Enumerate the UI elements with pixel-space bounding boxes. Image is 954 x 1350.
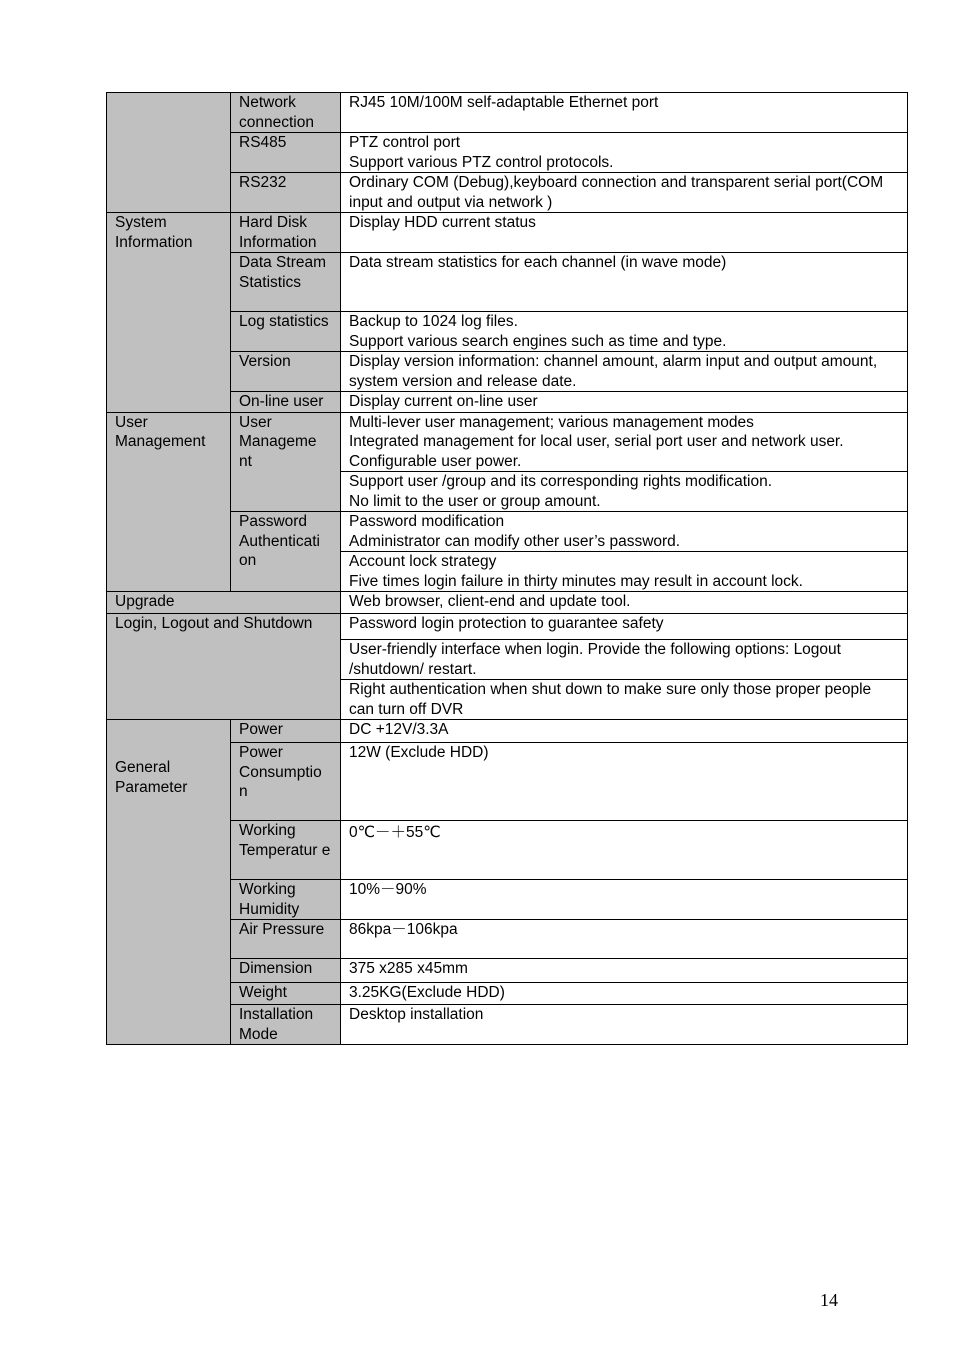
table-row: [107, 592, 908, 614]
desc-data-stream-statistics: Data stream statistics for each channel (in wave mode): [341, 253, 908, 312]
label-working-temperature: Working Temperatur e: [231, 821, 341, 880]
desc-user-management-1: [341, 412, 908, 472]
desc-login-2: User-friendly interface when login. Provide the following options: Logout /shutdown/ restart.: [341, 640, 908, 680]
desc-line: Account lock strategy: [349, 553, 497, 570]
label-power: Power: [231, 720, 341, 743]
desc-line: Configurable user power.: [349, 452, 522, 470]
desc-network-connection: RJ45 10M/100M self-adaptable Ethernet port: [341, 93, 908, 133]
desc-dimension: 375 x285 x45mm: [341, 959, 908, 983]
desc-line: No limit to the user or group amount.: [349, 492, 601, 510]
desc-user-management-2: [341, 472, 908, 512]
desc-on-line-user: Display current on-line user: [341, 392, 908, 413]
desc-password-authentication-1: [341, 512, 908, 552]
label-working-humidity: Working Humidity: [231, 880, 341, 920]
label-installation-mode: Installation Mode: [231, 1005, 341, 1045]
desc-login-1: Password login protection to guarantee safety: [341, 614, 908, 640]
desc-line: Support various PTZ control protocols.: [349, 153, 614, 171]
desc-line: Integrated management for local user, serial port user and network user.: [349, 433, 844, 450]
desc-log-statistics: [341, 312, 908, 352]
desc-upgrade: Web browser, client-end and update tool.: [341, 592, 908, 614]
label-rs232: RS232: [231, 173, 341, 213]
desc-working-temperature: 0℃－＋55℃: [341, 821, 908, 880]
category-general-parameter: [107, 720, 231, 1045]
label-weight: Weight: [231, 983, 341, 1005]
label-password-authentication: Password Authenticati on: [231, 512, 341, 592]
category-general-parameter-text: General Parameter: [115, 759, 188, 796]
label-version: Version: [231, 352, 341, 392]
page-number: 14: [820, 1290, 838, 1310]
table-row: [107, 412, 908, 472]
desc-line: PTZ control port: [349, 134, 461, 151]
desc-password-authentication-2: [341, 552, 908, 592]
table-row: [107, 93, 908, 133]
desc-air-pressure: 86kpa－106kpa: [341, 920, 908, 959]
desc-line: Backup to 1024 log files.: [349, 313, 518, 330]
desc-hard-disk-information: Display HDD current status: [341, 213, 908, 253]
label-dimension: Dimension: [231, 959, 341, 983]
desc-rs232: Ordinary COM (Debug),keyboard connection and transparent serial port(COM input and output via network ): [341, 173, 908, 213]
desc-login-3: Right authentication when shut down to make sure only those proper people can turn off DVR: [341, 680, 908, 720]
table-row: [107, 213, 908, 253]
desc-line: Five times login failure in thirty minutes may result in account lock.: [349, 572, 803, 590]
label-on-line-user: On-line user: [231, 392, 341, 413]
desc-weight: 3.25KG(Exclude HDD): [341, 983, 908, 1005]
label-air-pressure: Air Pressure: [231, 920, 341, 959]
desc-line: Multi-lever user management; various management modes: [349, 413, 754, 431]
desc-working-humidity: 10%－90%: [341, 880, 908, 920]
desc-version: Display version information: channel amount, alarm input and output amount, system version and release date.: [341, 352, 908, 392]
category-blank: [107, 93, 231, 213]
table-row: [107, 614, 908, 640]
category-system-information: System Information: [107, 213, 231, 413]
category-login-logout-shutdown: Login, Logout and Shutdown: [107, 614, 341, 720]
desc-line: Password modification: [349, 513, 505, 530]
table-row: [107, 720, 908, 743]
desc-installation-mode: Desktop installation: [341, 1005, 908, 1045]
desc-line: Administrator can modify other user’s password.: [349, 532, 681, 550]
category-user-management: User Management: [107, 412, 231, 592]
desc-line: Support various search engines such as time and type.: [349, 332, 727, 350]
label-power-consumption: Power Consumptio n: [231, 743, 341, 821]
label-user-management: User Manageme nt: [231, 412, 341, 512]
label-hard-disk-information: Hard Disk Information: [231, 213, 341, 253]
label-log-statistics: Log statistics: [231, 312, 341, 352]
desc-power-consumption: 12W (Exclude HDD): [341, 743, 908, 821]
label-network-connection: Network connection: [231, 93, 341, 133]
category-upgrade: Upgrade: [107, 592, 341, 614]
spec-table: [106, 92, 908, 1045]
desc-line: Support user /group and its corresponding rights modification.: [349, 473, 773, 490]
label-rs485: RS485: [231, 133, 341, 173]
desc-rs485: [341, 133, 908, 173]
label-data-stream-statistics: Data Stream Statistics: [231, 253, 341, 312]
desc-power: DC +12V/3.3A: [341, 720, 908, 743]
